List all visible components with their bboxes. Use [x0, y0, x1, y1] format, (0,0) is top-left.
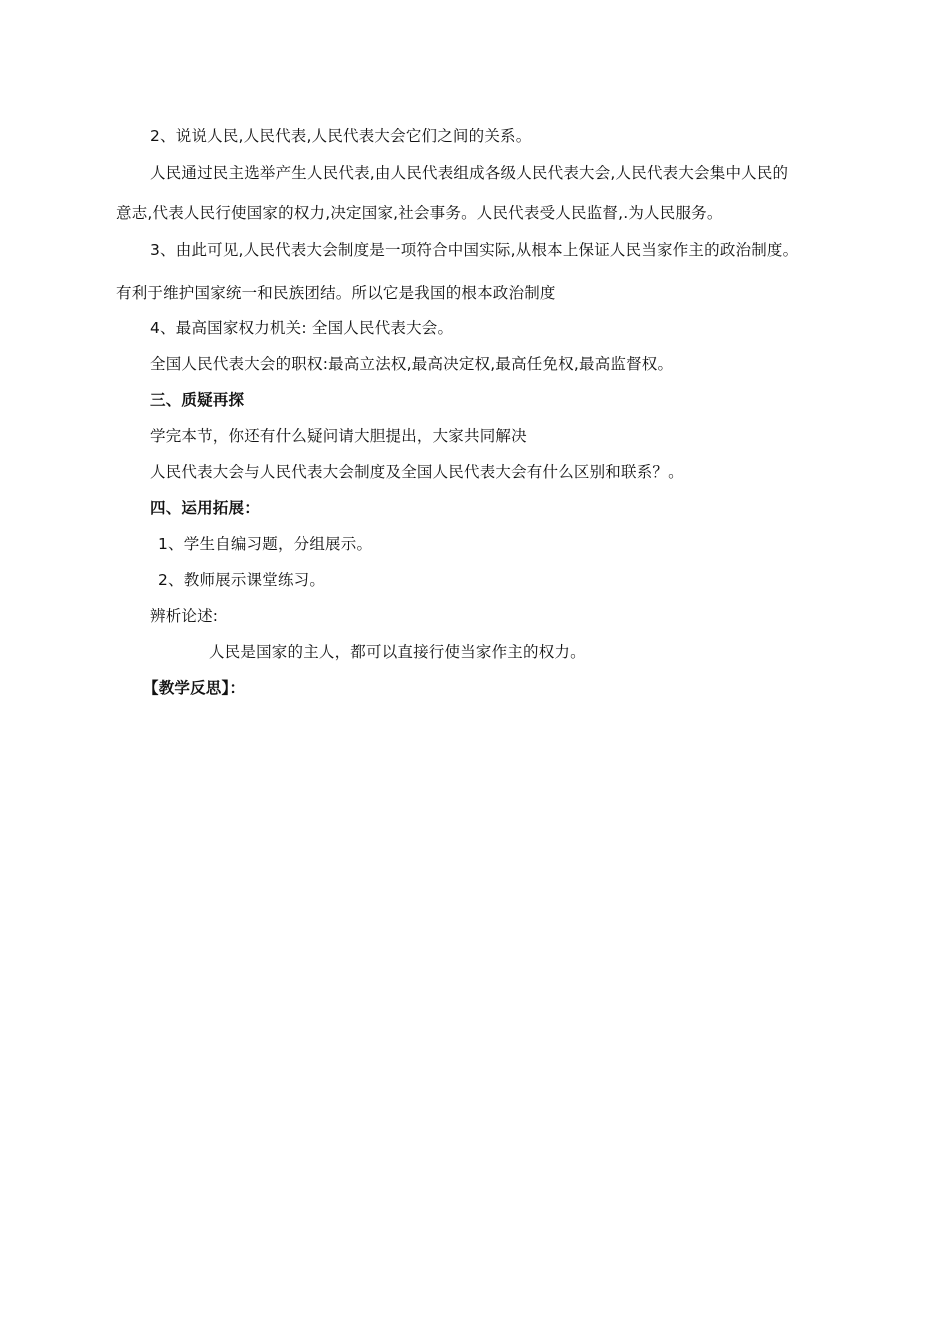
- point-4: 4、最高国家权力机关: 全国人民代表大会。: [150, 319, 454, 337]
- point-3-line-1: 3、由此可见,人民代表大会制度是一项符合中国实际,从根本上保证人民当家作主的政治制度。: [150, 241, 799, 259]
- section-4-item-2: 2、教师展示课堂练习。: [158, 571, 326, 589]
- teaching-reflection-heading: 【教学反思】：: [143, 679, 246, 697]
- section-3-question: 人民代表大会与人民代表大会制度及全国人民代表大会有什么区别和联系？。: [150, 463, 684, 481]
- npc-powers: 全国人民代表大会的职权:最高立法权,最高决定权,最高任免权,最高监督权。: [150, 355, 674, 373]
- point-3-line-2: 有利于维护国家统一和民族团结。所以它是我国的根本政治制度: [116, 284, 556, 302]
- analysis-statement: 人民是国家的主人，都可以直接行使当家作主的权力。: [209, 643, 586, 661]
- question-2: 2、说说人民,人民代表,人民代表大会它们之间的关系。: [150, 127, 532, 145]
- section-3-prompt: 学完本节，你还有什么疑问请大胆提出，大家共同解决: [150, 427, 527, 445]
- answer-2-line-1: 人民通过民主选举产生人民代表,由人民代表组成各级人民代表大会,人民代表大会集中人民的: [150, 164, 789, 182]
- section-4-item-1: 1、学生自编习题，分组展示。: [158, 535, 373, 553]
- section-3-heading: 三、质疑再探: [150, 391, 245, 409]
- answer-2-line-2: 意志,代表人民行使国家的权力,决定国家,社会事务。人民代表受人民监督,.为人民服务。: [116, 204, 723, 222]
- section-4-heading: 四、运用拓展：: [150, 499, 260, 517]
- analysis-label: 辨析论述:: [150, 607, 219, 625]
